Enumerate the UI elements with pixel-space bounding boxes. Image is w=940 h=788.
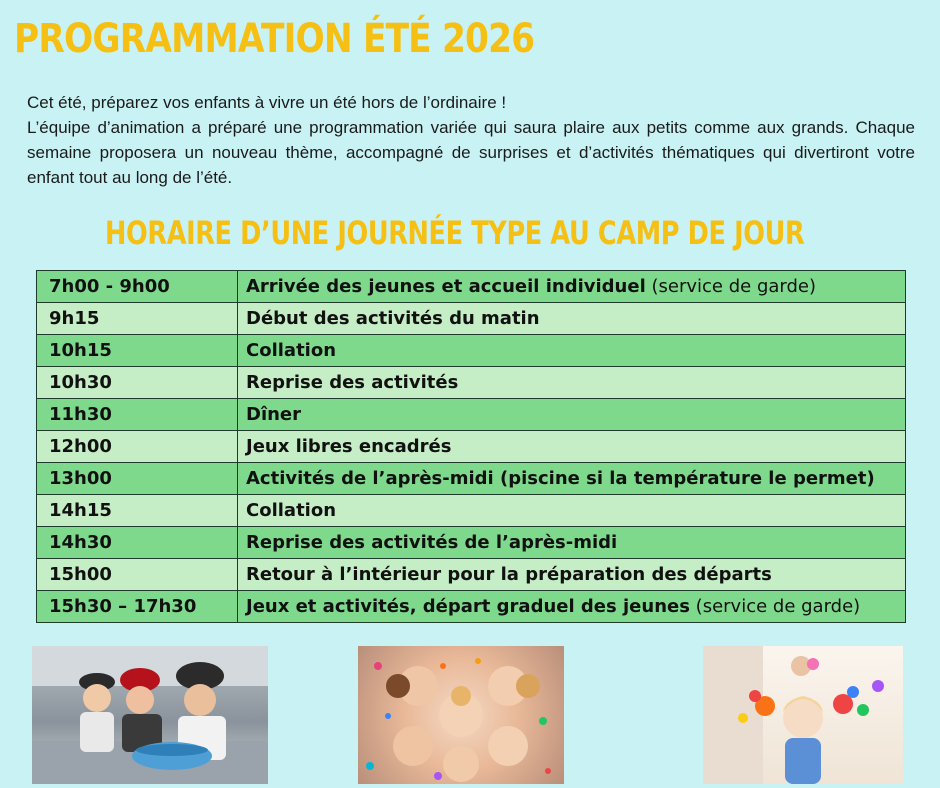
photo-kids-cooking (32, 646, 268, 784)
kids-confetti-illustration (358, 646, 564, 784)
schedule-time: 7h00 - 9h00 (37, 271, 238, 303)
intro-line-1: Cet été, préparez vos enfants à vivre un été hors de l’ordinaire ! (27, 93, 507, 112)
photo-kids-confetti (358, 646, 564, 784)
painted-hands-illustration (703, 646, 903, 784)
schedule-row (37, 303, 906, 335)
schedule-activity (238, 399, 906, 431)
schedule-row (37, 463, 906, 495)
schedule-row (37, 495, 906, 527)
schedule-activity (238, 367, 906, 399)
schedule-activity (238, 559, 906, 591)
activity-label: Activités de l’après-midi (piscine si la température le permet) (246, 468, 875, 489)
schedule-activity (238, 271, 906, 303)
schedule-time: 14h15 (37, 495, 238, 527)
schedule-activity (238, 431, 906, 463)
photo-painted-hands (703, 646, 903, 784)
activity-note: (service de garde) (695, 596, 861, 617)
schedule-row (37, 271, 906, 303)
schedule-time: 10h30 (37, 367, 238, 399)
intro-line-2: L’équipe d’animation a préparé une programmation variée qui saura plaire aux petits comme aux grands. Chaque semaine proposera un nouveau thème, accompagné de surprises et d’activités thématiques qui divertiront votre enfant tout au long de l’été. (27, 118, 915, 187)
schedule-time: 9h15 (37, 303, 238, 335)
activity-label: Arrivée des jeunes et accueil individuel (246, 276, 646, 297)
schedule-time: 10h15 (37, 335, 238, 367)
schedule-row (37, 367, 906, 399)
schedule-activity (238, 591, 906, 623)
activity-label: Collation (246, 500, 337, 521)
schedule-time: 15h30 – 17h30 (37, 591, 238, 623)
schedule-activity (238, 335, 906, 367)
activity-label: Reprise des activités (246, 372, 459, 393)
activity-label: Début des activités du matin (246, 308, 540, 329)
page-title: PROGRAMMATION ÉTÉ 2026 (14, 16, 535, 62)
schedule-row (37, 399, 906, 431)
schedule-time: 15h00 (37, 559, 238, 591)
kids-cooking-illustration (32, 646, 268, 784)
activity-label: Retour à l’intérieur pour la préparation des départs (246, 564, 772, 585)
schedule-activity (238, 303, 906, 335)
activity-label: Dîner (246, 404, 302, 425)
schedule-row (37, 591, 906, 623)
schedule-activity (238, 527, 906, 559)
schedule-activity (238, 495, 906, 527)
schedule-activity (238, 463, 906, 495)
activity-note: (service de garde) (651, 276, 817, 297)
activity-label: Collation (246, 340, 337, 361)
schedule-table (36, 270, 906, 623)
schedule-row (37, 527, 906, 559)
schedule-heading: HORAIRE D’UNE JOURNÉE TYPE AU CAMP DE JOUR (105, 214, 805, 252)
schedule-row (37, 431, 906, 463)
schedule-row (37, 335, 906, 367)
schedule-time: 13h00 (37, 463, 238, 495)
schedule-time: 14h30 (37, 527, 238, 559)
activity-label: Jeux et activités, départ graduel des jeunes (246, 596, 690, 617)
schedule-time: 11h30 (37, 399, 238, 431)
intro-text (27, 90, 915, 190)
schedule-time: 12h00 (37, 431, 238, 463)
activity-label: Reprise des activités de l’après-midi (246, 532, 618, 553)
activity-label: Jeux libres encadrés (246, 436, 452, 457)
schedule-row (37, 559, 906, 591)
